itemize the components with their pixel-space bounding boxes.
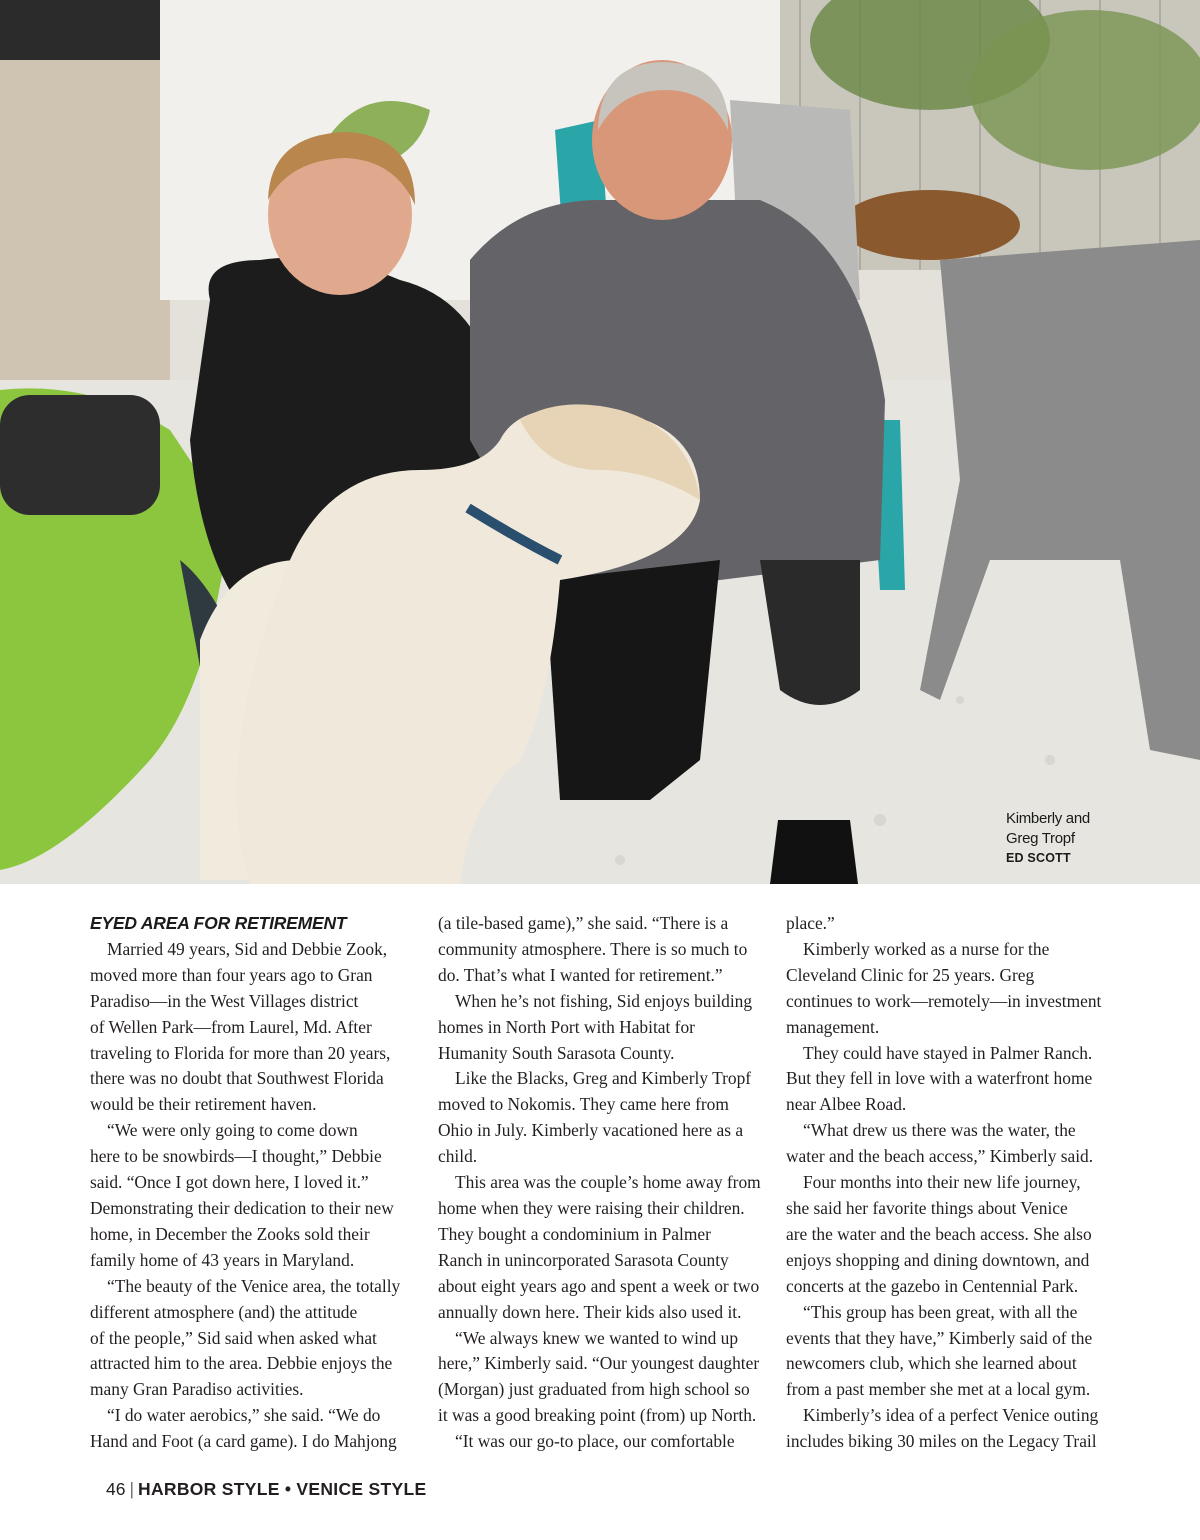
- body-text-line: When he’s not fishing, Sid enjoys building: [455, 990, 753, 1011]
- body-text-line: of Wellen Park—from Laurel, Md. After: [90, 1016, 372, 1037]
- body-text-line: continues to work—remotely—in investment: [786, 990, 1102, 1011]
- body-text-line: home, in December the Zooks sold their: [90, 1223, 370, 1244]
- body-text-line: “It was our go-to place, our comfortable: [455, 1431, 735, 1452]
- body-text-line: she said her favorite things about Venice: [786, 1197, 1068, 1218]
- body-text-line: concerts at the gazebo in Centennial Park.: [786, 1275, 1079, 1296]
- column-body: [438, 911, 768, 1455]
- caption-line: Greg Tropf: [1006, 830, 1075, 847]
- body-text-line: “What drew us there was the water, the: [803, 1120, 1076, 1141]
- kayak-seat: [0, 395, 160, 515]
- body-text-line: Demonstrating their dedication to their new: [90, 1197, 394, 1218]
- woodpile: [840, 190, 1020, 260]
- body-text-line: newcomers club, which she learned about: [786, 1353, 1077, 1374]
- publication-name: HARBOR STYLE • VENICE STYLE: [138, 1479, 427, 1499]
- body-text-line: enjoys shopping and dining downtown, and: [786, 1249, 1090, 1270]
- body-text-line: This area was the couple’s home away from: [455, 1172, 761, 1193]
- body-text-line: includes biking 30 miles on the Legacy Trail: [786, 1431, 1097, 1452]
- body-text-line: home when they were raising their children.: [438, 1197, 745, 1218]
- body-text-line: “I do water aerobics,” she said. “We do: [107, 1405, 381, 1426]
- body-text-line: (a tile-based game),” she said. “There is a: [438, 913, 729, 933]
- body-text-line: here,” Kimberly said. “Our youngest daughter: [438, 1353, 760, 1374]
- body-text-line: it was a good breaking point (from) up North.: [438, 1405, 757, 1426]
- body-text-line: attracted him to the area. Debbie enjoys the: [90, 1353, 393, 1374]
- body-text-line: Humanity South Sarasota County.: [438, 1042, 675, 1063]
- body-text-line: from a past member she met at a local gym.: [786, 1379, 1091, 1400]
- page-number: 46: [106, 1479, 126, 1499]
- body-text-line: Like the Blacks, Greg and Kimberly Tropf: [455, 1068, 752, 1089]
- body-text-line: said. “Once I got down here, I loved it.”: [90, 1172, 369, 1193]
- body-text-line: do. That’s what I wanted for retirement.”: [438, 964, 723, 985]
- body-text-line: would be their retirement haven.: [90, 1094, 317, 1115]
- body-text-line: moved more than four years ago to Gran: [90, 964, 373, 985]
- body-text-line: near Albee Road.: [786, 1094, 907, 1115]
- body-text-line: Hand and Foot (a card game). I do Mahjong: [90, 1431, 397, 1452]
- body-text-line: “We always knew we wanted to wind up: [455, 1327, 739, 1348]
- body-text-line: They bought a condominium in Palmer: [438, 1223, 711, 1244]
- body-text-line: of the people,” Sid said when asked what: [90, 1327, 377, 1348]
- article-column-3: [786, 911, 1116, 1455]
- photo-credit: ED SCOTT: [1006, 851, 1071, 865]
- body-text-line: community atmosphere. There is so much to: [438, 938, 748, 959]
- body-text-line: “This group has been great, with all the: [803, 1301, 1078, 1322]
- body-text-line: place.”: [786, 913, 835, 933]
- body-text-line: homes in North Port with Habitat for: [438, 1016, 695, 1037]
- photo-caption: [1006, 809, 1186, 866]
- body-text-line: Ohio in July. Kimberly vacationed here as a: [438, 1120, 744, 1141]
- footer-separator: |: [129, 1479, 135, 1499]
- section-heading: EYED AREA FOR RETIREMENT: [90, 913, 347, 933]
- body-text-line: there was no doubt that Southwest Florida: [90, 1068, 384, 1089]
- body-text-line: events that they have,” Kimberly said of the: [786, 1327, 1093, 1348]
- body-text-line: They could have stayed in Palmer Ranch.: [803, 1042, 1093, 1063]
- body-text-line: about eight years ago and spent a week or two: [438, 1275, 760, 1296]
- body-text-line: here to be snowbirds—I thought,” Debbie: [90, 1146, 382, 1167]
- body-text-line: are the water and the beach access. She also: [786, 1223, 1092, 1244]
- body-text-line: annually down here. Their kids also used it.: [438, 1301, 742, 1322]
- page-footer: [106, 1478, 426, 1500]
- body-text-line: Married 49 years, Sid and Debbie Zook,: [107, 938, 388, 959]
- article-column-2: [438, 911, 768, 1455]
- body-text-line: Ranch in unincorporated Sarasota County: [438, 1249, 729, 1270]
- body-text-line: water and the beach access,” Kimberly said.: [786, 1146, 1094, 1167]
- body-text-line: traveling to Florida for more than 20 years,: [90, 1042, 391, 1063]
- body-text-line: But they fell in love with a waterfront home: [786, 1068, 1093, 1089]
- body-text-line: Kimberly worked as a nurse for the: [803, 938, 1050, 959]
- body-text-line: child.: [438, 1146, 478, 1167]
- body-text-line: moved to Nokomis. They came here from: [438, 1094, 729, 1115]
- body-text-line: Four months into their new life journey,: [803, 1172, 1081, 1193]
- body-text-line: family home of 43 years in Maryland.: [90, 1249, 355, 1270]
- body-text-line: “The beauty of the Venice area, the totally: [107, 1275, 401, 1296]
- body-text-line: Cleveland Clinic for 25 years. Greg: [786, 964, 1035, 985]
- body-text-line: many Gran Paradiso activities.: [90, 1379, 304, 1400]
- body-text-line: (Morgan) just graduated from high school so: [438, 1379, 750, 1400]
- body-text-line: management.: [786, 1016, 880, 1037]
- body-text-line: “We were only going to come down: [107, 1120, 358, 1141]
- column-body: [90, 937, 416, 1455]
- body-text-line: Paradiso—in the West Villages district: [90, 990, 359, 1011]
- body-text-line: different atmosphere (and) the attitude: [90, 1301, 358, 1322]
- column-body: [786, 911, 1116, 1455]
- article-column-1: [90, 911, 416, 1455]
- caption-line: Kimberly and: [1006, 810, 1090, 827]
- body-text-line: Kimberly’s idea of a perfect Venice outing: [803, 1405, 1099, 1426]
